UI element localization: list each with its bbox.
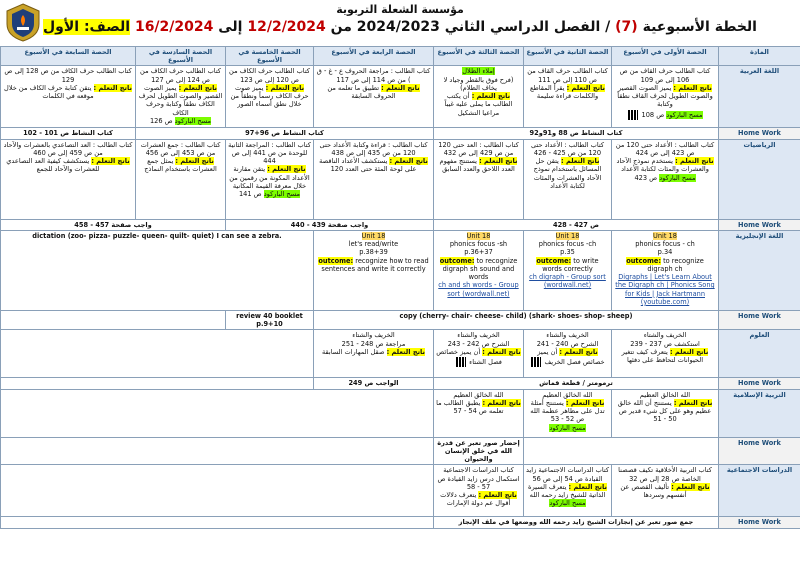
science-p1 xyxy=(612,330,719,378)
col-period-7: الحصة السابعة في الأسبوع xyxy=(1,47,136,66)
islamic-row xyxy=(1,389,800,437)
math-hw-c: واجب صفحة 457 - 458 xyxy=(1,219,226,230)
lesson-text: كتاب الطالب حرف القاف من ص 106 إلى ص 109 xyxy=(619,67,711,84)
math-p7 xyxy=(1,139,136,219)
outcome-label: ناتج التعلم : xyxy=(568,482,607,491)
subject-arabic: اللغة العربية xyxy=(719,66,800,128)
homework-label: Home Work xyxy=(719,517,800,528)
subject-science: العلوم xyxy=(719,330,800,378)
english-hw-b: review 40 booklet p.9+10 xyxy=(226,310,314,329)
outcome-label: ناتج التعلم : xyxy=(471,92,511,101)
outcome-text: to recognize digraph ch xyxy=(647,256,704,273)
outcome-text: تأليف القصص عن أنفسهم وسردها xyxy=(620,482,687,500)
lesson-text: كتاب التربية الأخلاقية تكيف قصصنا الخاصة ص 28 إلى ص 32 xyxy=(618,466,712,483)
islamic-hw: إحضار صور تعبر عن قدرة الله في خلق الإنسان والحيوان xyxy=(434,437,524,465)
outcome-label: ناتج التعلم : xyxy=(673,83,712,92)
qr-code-icon[interactable] xyxy=(531,357,541,367)
english-p4 xyxy=(314,230,434,310)
outcome-text: تطبيق ما تعلمه من الحروف السابقة xyxy=(327,83,396,101)
outcome-label: ناتج التعلم : xyxy=(478,491,517,500)
organization-name: مؤسسة الشعلة التربوية xyxy=(336,3,464,16)
date-to: 16/2/2024 xyxy=(134,19,214,35)
outcome-label: ناتج التعلم : xyxy=(566,83,606,92)
page-ref: p.38+39 xyxy=(359,248,388,257)
lesson-text: let's read/write xyxy=(348,240,399,249)
wordwall-link[interactable]: ch digraph - Group sort (wordwall.net) xyxy=(529,273,606,290)
subject-math: الرياضيات xyxy=(719,139,800,219)
islamic-hw-empty xyxy=(524,437,719,465)
arabic-hw-c: كتاب النشاط ص 101 - 102 xyxy=(1,128,136,139)
social-p2 xyxy=(524,465,612,517)
islamic-empty xyxy=(1,389,434,437)
outcome-label: outcome: xyxy=(536,256,572,265)
header xyxy=(0,0,800,46)
qr-code-icon[interactable] xyxy=(456,357,466,367)
outcome-text: يستنتج مفهوم العدد اللاحق والعدد السابق xyxy=(439,157,515,174)
islamic-homework-row xyxy=(1,437,800,465)
arabic-p7 xyxy=(1,66,136,128)
lesson-text: phonics focus -sh xyxy=(449,240,508,249)
header-row xyxy=(1,47,800,66)
outcome-text: يميز الصوت القصير والصوت الطويل لحرف القاف نطقاً وكتابة xyxy=(617,83,713,109)
video-link[interactable]: Digraphs | Let's Learn About the Digraph ch | Phonics Song for Kids | Jack Hartmann (youtube.com) xyxy=(615,273,715,306)
science-row xyxy=(1,330,800,378)
science-p3 xyxy=(434,330,524,378)
barcode-label: مسح الباركود xyxy=(659,173,696,182)
outcome-text: to recognize digraph sh sound and words xyxy=(442,256,518,282)
lesson-text: كتاب الطالب حرف الكاف من ص 120 إلى ص 123 xyxy=(229,67,310,84)
math-homework-row xyxy=(1,219,800,230)
unit-label: Unit 18 xyxy=(361,231,386,240)
outcome-text: يستخدم نموذج الآحاد والعشرات والمئات لكتابة الأعداد xyxy=(616,157,709,174)
arabic-hw-b: كتاب النشاط ص 96+97 xyxy=(136,128,434,139)
lesson-text: كتاب الطالب : مراجعة الحروف ع - غ - ق ) من ص 114 إلى ص 117 xyxy=(316,67,431,84)
outcome-label: outcome: xyxy=(439,256,475,265)
outcome-text: يتقن مقارنة الأعداد المكونة من رقمين من خلال معرفة القيمة المكانية xyxy=(229,165,310,190)
homework-label: Home Work xyxy=(719,310,800,329)
outcome-text: يتقن حل المسائل باستخدام نموذج الآحاد والعشرات والمئات لكتابة الأعداد xyxy=(533,157,602,190)
title-prefix: الخطة الأسبوعية xyxy=(642,19,757,35)
lesson-text: كتاب الطالب : المراجعة الثانية للوحدة من ص 441 إلى ص 444 xyxy=(228,140,311,166)
outcome-label: ناتج التعلم : xyxy=(482,398,521,407)
social-p3 xyxy=(434,465,524,517)
page-ref: p.34 xyxy=(657,248,673,257)
col-subject: المادة xyxy=(719,47,800,66)
col-period-1: الحصة الأولى في الأسبوع xyxy=(612,47,719,66)
outcome-label: ناتج التعلم : xyxy=(381,83,420,92)
barcode-label: مسح الباركود xyxy=(549,423,586,432)
lesson-text: مراجعة ص 248 - 251 xyxy=(341,339,406,348)
lesson-text: كتاب الطالب : الأعداد حتى 120 من ص 423 إلى ص 424 xyxy=(615,140,715,157)
social-hw-empty xyxy=(1,517,434,528)
outcome-label: outcome: xyxy=(318,256,354,265)
lesson-text: كتاب الطالب حرف الكاف من ص 124 إلى ص 127 xyxy=(140,67,221,84)
to-word: إلى xyxy=(218,19,243,35)
outcome-text: يميز صوت حرف الكاف رسماً ونطقاً من خلال نطق أسماء الصور xyxy=(230,83,309,109)
english-p567: dictation (zoo- pizza- puzzle- queen- quilt- quiet) I can see a zebra. xyxy=(1,230,314,310)
outcome-label: ناتج التعلم : xyxy=(669,347,709,356)
outcome-label: ناتج التعلم : xyxy=(482,347,521,356)
social-hw: جمع صور تعبر عن إنجازات الشيخ زايد رحمه الله ووضعها في ملف الإنجاز xyxy=(434,517,719,528)
math-p1 xyxy=(612,139,719,219)
lesson-text: phonics focus -ch xyxy=(538,240,597,249)
outcome-text: يتعرف كيف تتغير الحيوانات لتحافظ على دفئها xyxy=(621,347,704,365)
lesson-text: الشرح ص 242 - 243 xyxy=(447,339,510,348)
lesson-text: الشرح ص 240 - 241 xyxy=(536,339,599,348)
outcome-label: ناتج التعلم : xyxy=(479,157,518,166)
islamic-p1 xyxy=(612,389,719,437)
outcome-text: أن يميز خصائص فصل الخريف xyxy=(537,347,605,367)
subject-islamic: التربية الإسلامية xyxy=(719,389,800,437)
outcome-label: ناتج التعلم : xyxy=(178,83,218,92)
barcode-label: مسح الباركود xyxy=(549,499,586,508)
outcome-text: أن يميز خصائص فصل الشتاء xyxy=(436,347,502,367)
unit-label: Unit 18 xyxy=(466,231,491,240)
arabic-p5 xyxy=(226,66,314,128)
outcome-label: ناتج التعلم : xyxy=(561,157,600,166)
science-hw-a: ترمومتر / قطعة قماش xyxy=(434,378,719,389)
arabic-p4 xyxy=(314,66,434,128)
lesson-text: (فرح فوق بالقطر وجياد لا يخاف الظلام) xyxy=(443,75,514,92)
lesson-title: الخريف والشتاء xyxy=(546,331,589,340)
science-hw-b: الواجب ص 249 xyxy=(314,378,434,389)
lesson-text: كتاب الطالب : العد التصاعدي بالعشرات والآحاد من ص 459 إلى ص 460 xyxy=(3,140,133,157)
outcome-label: ناتج التعلم : xyxy=(389,157,428,166)
arabic-p2 xyxy=(524,66,612,128)
science-empty xyxy=(1,330,314,378)
lesson-text: كتاب الدراسات الاجتماعية استكمال درس زايد القيادة ص 57 - 58 xyxy=(437,466,520,491)
math-p6 xyxy=(136,139,226,219)
outcome-text: أن يكتب الطالب ما يملى عليه غيباً مراعيا التشكيل xyxy=(444,92,513,117)
outcome-text: recognize how to read sentences and write it correctly xyxy=(321,256,429,273)
english-p3 xyxy=(434,230,524,310)
lesson-text: كتاب الطالب : الأعداد حتى 120 من ص 425 - 426 xyxy=(530,140,604,157)
barcode-page: ص 141 xyxy=(238,190,262,199)
social-row xyxy=(1,465,800,517)
barcode-label: مسح الباركود xyxy=(666,110,703,119)
col-period-6: الحصة السادسة في الأسبوع xyxy=(136,47,226,66)
outcome-label: ناتج التعلم : xyxy=(93,83,132,92)
outcome-label: ناتج التعلم : xyxy=(175,157,214,166)
lesson-text: كتاب الطالب : جمع العشرات من ص 453 إلى ص 456 xyxy=(140,140,221,157)
subject-english: اللغة الإنجليزية xyxy=(719,230,800,310)
col-period-4: الحصة الرابعة في الأسبوع xyxy=(314,47,434,66)
lesson-title: إملاء الظلال xyxy=(462,67,495,76)
unit-label: Unit 18 xyxy=(653,231,677,240)
english-p2 xyxy=(524,230,612,310)
barcode-page: ص 126 xyxy=(149,116,173,125)
math-row xyxy=(1,139,800,219)
date-from: 12/2/2024 xyxy=(247,19,326,35)
title-mid: / الفصل الدراسي الثاني 2024/2023 من xyxy=(330,19,611,35)
islamic-p3 xyxy=(434,389,524,437)
science-p4 xyxy=(314,330,434,378)
arabic-row xyxy=(1,66,800,128)
lesson-text: كتاب الطالب : العد حتى 120 من ص 429 إلى ص 432 xyxy=(438,140,519,157)
english-row xyxy=(1,230,800,310)
islamic-hw-empty-2 xyxy=(1,437,434,465)
arabic-p3 xyxy=(434,66,524,128)
math-p4 xyxy=(314,139,434,219)
outcome-text: يستكشف كيفية العد التصاعدي للعشرات والآحاد للجمع xyxy=(6,157,100,174)
outcome-text: يتقن كتابة حرف الكاف من خلال موقعه في الكلمات xyxy=(4,83,94,101)
wordwall-link[interactable]: ch and sh words - Group sort (wordwall.net) xyxy=(438,281,519,298)
lesson-title: الله الخالق العظيم xyxy=(542,390,593,399)
subject-social: الدراسات الاجتماعية xyxy=(719,465,800,517)
math-hw-b: واجب صفحة 439 - 440 xyxy=(226,219,434,230)
barcode-page: ص 423 xyxy=(634,173,658,182)
barcode-label: مسح الباركود xyxy=(263,190,301,199)
english-hw-empty xyxy=(1,310,226,329)
math-p2 xyxy=(524,139,612,219)
lesson-title: الخريف والشتاء xyxy=(352,331,395,340)
social-empty xyxy=(1,465,434,517)
lesson-text: كتاب الدراسات الاجتماعية زايد القيادة ص 54 إلى ص 56 xyxy=(526,466,609,483)
page-ref: p.35 xyxy=(560,248,575,257)
col-period-5: الحصة الخامسة في الأسبوع xyxy=(226,47,314,66)
outcome-label: ناتج التعلم : xyxy=(559,347,598,356)
outcome-label: ناتج التعلم : xyxy=(265,83,305,92)
outcome-text: يستكشف الأعداد الناقصة على لوحة المئة حتى العدد 120 xyxy=(319,157,417,174)
unit-label: Unit 18 xyxy=(555,231,580,240)
col-period-2: الحصة الثانية في الأسبوع xyxy=(524,47,612,66)
outcome-label: ناتج التعلم : xyxy=(675,157,714,166)
lesson-title: الخريف والشتاء xyxy=(457,331,500,340)
plan-title xyxy=(0,19,800,35)
col-period-3: الحصة الثالثة في الأسبوع xyxy=(434,47,524,66)
outcome-text: to write words correctly xyxy=(542,256,599,273)
outcome-text: يميز الصوت القصير والصوت الطويل لحرف الكاف نطقاً وكتابة وحرف الكاف xyxy=(138,83,223,117)
outcome-label: ناتج التعلم : xyxy=(386,347,425,356)
outcome-label: ناتج التعلم : xyxy=(671,482,710,491)
lesson-text: كتاب الطالب حرف القاف من ص 110 إلى ص 111 xyxy=(527,67,608,84)
lesson-title: الخريف والشتاء xyxy=(643,331,687,340)
outcome-text: يقرأ المقاطع والكلمات قراءة سليمة xyxy=(529,83,599,101)
barcode-label: مسح الباركود xyxy=(174,116,212,125)
week-number: (7) xyxy=(615,19,638,35)
islamic-p2 xyxy=(524,389,612,437)
science-homework-row xyxy=(1,378,800,389)
lesson-text: استكشف ص 237 - 239 xyxy=(630,339,700,348)
outcome-label: ناتج التعلم : xyxy=(565,398,605,407)
outcome-text: يستنتج أن الله خالق عظيم وهو على كل شيء قدير ص 50 - 51 xyxy=(617,398,712,424)
homework-label: Home Work xyxy=(719,437,800,465)
lesson-text: كتاب الطالب حرف الكاف من ص 128 إلى ص 129 xyxy=(4,67,132,84)
science-hw-empty xyxy=(1,378,314,389)
outcome-text: يتعرف دلالات أقوال عم دولة الإمارات xyxy=(440,491,511,508)
plan-table xyxy=(0,46,800,529)
arabic-hw-a: كتاب النشاط ص 88 و91و92 xyxy=(434,128,719,139)
outcome-text: يستنتج أمثلة تدل على مظاهر عظمة الله ص 52 - 53 xyxy=(530,398,605,424)
math-p5 xyxy=(226,139,314,219)
outcome-label: ناتج التعلم : xyxy=(267,165,306,174)
page-ref: p.36+37 xyxy=(464,248,493,257)
homework-label: Home Work xyxy=(719,378,800,389)
lesson-text: كتاب الطالب : قراءة وكتابة الأعداد حتى 120 من ص 435 إلى ص 438 xyxy=(319,140,428,157)
outcome-text: يمثل جمع العشرات باستخدام النماذج xyxy=(144,157,217,174)
arabic-p1 xyxy=(612,66,719,128)
arabic-homework-row xyxy=(1,128,800,139)
homework-label: Home Work xyxy=(719,128,800,139)
science-p2 xyxy=(524,330,612,378)
english-hw-a: copy (cherry- chair- cheese- child) (shark- shoes- shop- sheep) xyxy=(314,310,719,329)
outcome-text: يتعرف السيرة الذاتية للشيخ زايد رحمه الله xyxy=(528,482,606,500)
barcode-page: ص 108 xyxy=(641,110,665,119)
lesson-text: phonics focus - ch xyxy=(635,240,695,249)
homework-label: Home Work xyxy=(719,219,800,230)
outcome-label: ناتج التعلم : xyxy=(91,157,130,166)
english-homework-row xyxy=(1,310,800,329)
qr-code-icon[interactable] xyxy=(628,110,638,120)
arabic-p6 xyxy=(136,66,226,128)
math-hw-a: ص 427 - 428 xyxy=(434,219,719,230)
outcome-text: يطبق الطالب ما تعلمه ص 54 - 57 xyxy=(436,398,504,416)
outcome-text: صقل المهارات السابقة xyxy=(321,347,385,356)
grade-label: الصف: الأول xyxy=(43,19,131,35)
math-p3 xyxy=(434,139,524,219)
english-p1 xyxy=(612,230,719,310)
lesson-title: الله الخالق العظيم xyxy=(639,390,691,399)
social-p1 xyxy=(612,465,719,517)
lesson-title: الله الخالق العظيم xyxy=(453,390,504,399)
social-homework-row xyxy=(1,517,800,528)
outcome-label: outcome: xyxy=(626,256,661,265)
outcome-label: ناتج التعلم : xyxy=(673,398,713,407)
